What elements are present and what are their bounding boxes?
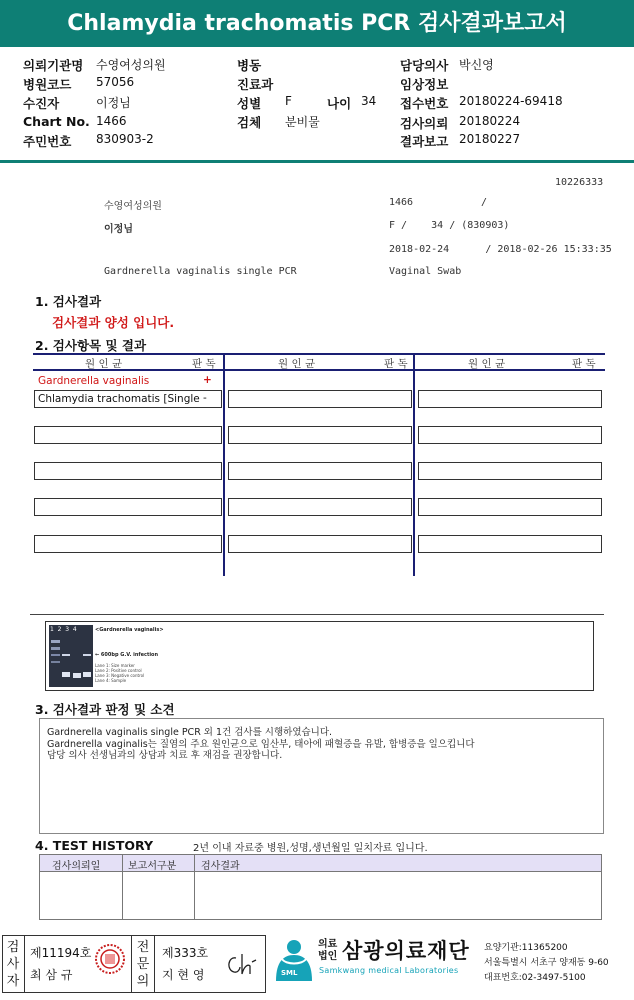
signature-divider — [24, 935, 25, 993]
opinion-line: Gardnerella vaginalis single PCR 외 1건 검사를 시행하였습니다. — [47, 727, 333, 738]
specialist-signature — [222, 950, 258, 980]
receipt-no-label: 접수번호 — [400, 96, 449, 111]
specialist-name: 지 현 영 — [162, 968, 205, 982]
section-divider — [30, 614, 604, 615]
sml-logo-icon — [272, 937, 316, 985]
doctor-value: 박신영 — [459, 58, 494, 72]
receipt-no-value: 20180224-69418 — [459, 94, 563, 108]
empty-result-cell — [34, 535, 222, 553]
report-date-label: 결과보고 — [400, 134, 449, 149]
gel-legend-line: Lane 3: Negative control — [95, 673, 145, 678]
hospital-code-value: 57056 — [96, 75, 135, 89]
institution-label: 의뢰기관명 — [23, 58, 84, 73]
department-label: 진료과 — [237, 77, 274, 92]
result-row-name: Gardnerella vaginalis — [38, 375, 150, 387]
empty-result-cell — [418, 535, 602, 553]
resident-no-label: 주민번호 — [23, 134, 72, 149]
empty-result-cell — [228, 390, 412, 408]
col-header-pathogen-3: 원 인 균 — [468, 358, 506, 370]
results-table-top-rule — [33, 353, 605, 355]
result-row-judgement: - — [203, 392, 207, 404]
specialist-label: 전문의 — [136, 940, 150, 989]
org-type: 의료법인 — [318, 939, 338, 962]
print-chart: 1466 — [389, 197, 414, 208]
chart-no-value: 1466 — [96, 114, 127, 128]
empty-result-cell — [418, 426, 602, 444]
request-date-value: 20180224 — [459, 114, 521, 128]
resident-no-value: 830903-2 — [96, 132, 154, 146]
print-institution: 수영여성의원 — [104, 201, 162, 212]
history-col-divider — [194, 854, 195, 920]
col-header-pathogen-2: 원 인 균 — [278, 358, 316, 370]
result-row-judgement: + — [203, 374, 212, 386]
col-header-pathogen-1: 원 인 균 — [85, 358, 123, 370]
serial-number: 10226333 — [555, 177, 604, 188]
empty-result-cell — [34, 426, 222, 444]
section2-title: 2. 검사항목 및 결과 — [35, 338, 147, 353]
opinion-line: 담당 의사 선생님과의 상담과 치료 후 재검을 권장합니다. — [47, 750, 283, 761]
specimen-value: 분비물 — [285, 115, 320, 129]
col-header-judgement-1: 판 독 — [192, 358, 216, 370]
results-table-divider-2 — [413, 353, 415, 576]
empty-result-cell — [34, 498, 222, 516]
gel-band-label: ← 600bp G.V. infection — [95, 652, 159, 658]
print-test-name: Gardnerella vaginalis single PCR — [104, 266, 297, 277]
history-table-body — [39, 872, 602, 920]
empty-result-cell — [228, 426, 412, 444]
result-summary: 검사결과 양성 입니다. — [52, 315, 175, 330]
institution-value: 수영여성의원 — [96, 58, 166, 72]
history-col-result: 검사결과 — [201, 861, 240, 872]
sex-value: F — [285, 94, 292, 108]
clinical-info-label: 임상정보 — [400, 77, 449, 92]
inspector-number: 제11194호 — [30, 946, 92, 960]
patient-label: 수진자 — [23, 96, 60, 111]
result-row-name: Chlamydia trachomatis [Single — [38, 393, 200, 405]
opinion-line: Gardnerella vaginalis는 질염의 주요 원인균으로 임산부, 태아에 패혈증을 유발, 합병증을 일으킵니다 — [47, 739, 475, 750]
print-specimen: Vaginal Swab — [389, 266, 462, 277]
inspector-name: 최 삼 규 — [30, 968, 73, 982]
ward-label: 병동 — [237, 58, 262, 73]
specimen-label: 검체 — [237, 115, 262, 130]
print-patient: 이정님 — [104, 224, 133, 235]
org-address: 서울특별시 서초구 양재동 9-60 — [484, 958, 609, 968]
print-dates: 2018-02-24 / 2018-02-26 15:33:35 — [389, 244, 612, 255]
gel-legend-line: Lane 2: Positive control — [95, 668, 142, 673]
section4-title: 4. TEST HISTORY — [35, 838, 154, 853]
logo-text: SML — [281, 969, 298, 977]
empty-result-cell — [228, 462, 412, 480]
gel-legend-line: Lane 1: Size marker — [95, 663, 135, 668]
col-header-judgement-3: 판 독 — [572, 358, 596, 370]
empty-result-cell — [228, 535, 412, 553]
hospital-code-label: 병원코드 — [23, 77, 72, 92]
report-date-value: 20180227 — [459, 132, 521, 146]
history-note: 2년 이내 자료중 병원,성명,생년월일 일치자료 입니다. — [193, 843, 428, 854]
results-table-divider-1 — [223, 353, 225, 576]
gel-lane-numbers: 1 2 3 4 — [50, 626, 77, 633]
org-name: 삼광의료재단 — [342, 939, 470, 963]
history-table-header — [39, 854, 602, 872]
org-phone: 대표번호:02-3497-5100 — [484, 973, 586, 983]
org-english-name: Samkwang medical Laboratories — [319, 966, 459, 975]
section3-title: 3. 검사결과 판정 및 소견 — [35, 702, 175, 717]
history-col-report-type: 보고서구분 — [128, 861, 177, 872]
specialist-number: 제333호 — [162, 946, 209, 960]
signature-divider — [131, 935, 132, 993]
print-sex-age: F / 34 / (830903) — [389, 220, 510, 231]
empty-result-cell — [418, 498, 602, 516]
gel-electrophoresis-image — [49, 625, 93, 687]
print-slash: / — [481, 197, 488, 208]
request-date-label: 검사의뢰 — [400, 116, 449, 131]
age-value: 34 — [361, 94, 377, 108]
section1-title: 1. 검사결과 — [35, 294, 102, 309]
gel-legend-line: Lane 4: Sample — [95, 678, 127, 683]
patient-value: 이정님 — [96, 96, 131, 110]
doctor-label: 담당의사 — [400, 58, 449, 73]
empty-result-cell — [228, 498, 412, 516]
history-col-divider — [122, 854, 123, 920]
age-label: 나이 — [327, 96, 352, 111]
empty-result-cell — [418, 462, 602, 480]
signature-divider — [154, 935, 155, 993]
official-seal — [94, 943, 126, 975]
inspector-label: 검사자 — [6, 940, 20, 989]
chart-no-label: Chart No. — [23, 114, 90, 129]
header-divider — [0, 160, 634, 163]
history-col-request-date: 검사의뢰일 — [52, 861, 101, 872]
sex-label: 성별 — [237, 96, 262, 111]
col-header-judgement-2: 판 독 — [384, 358, 408, 370]
empty-result-cell — [34, 462, 222, 480]
gel-title: <Gardnerella vaginalis> — [95, 627, 164, 633]
report-title: Chlamydia trachomatis PCR 검사결과보고서 — [67, 11, 567, 36]
empty-result-cell — [418, 390, 602, 408]
agency-number: 요양기관:11365200 — [484, 943, 568, 953]
